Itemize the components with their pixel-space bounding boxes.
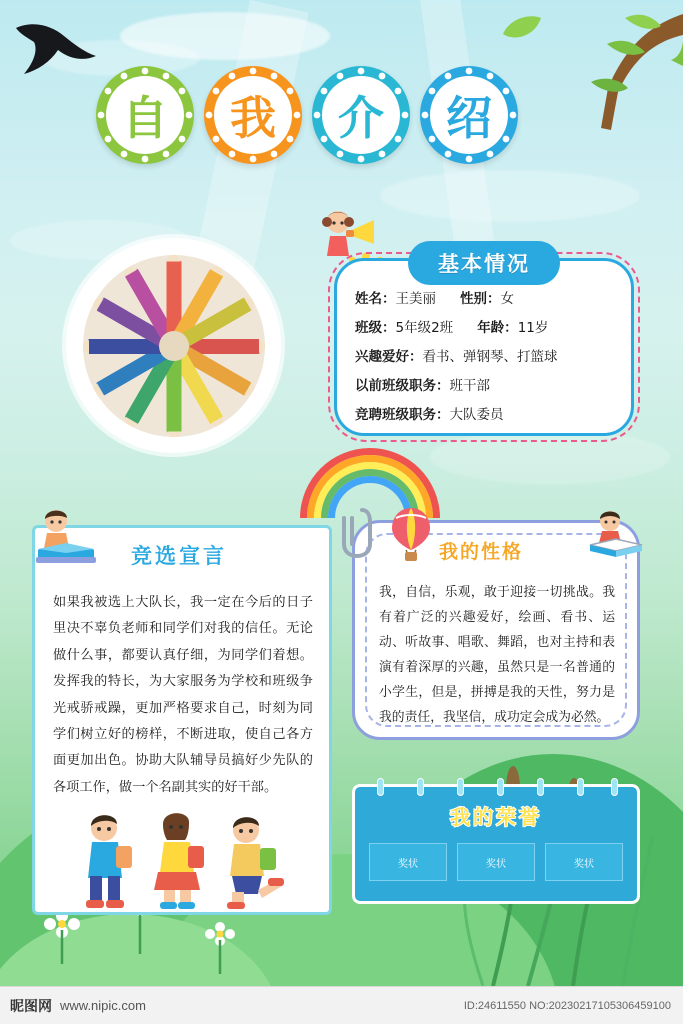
title-char: 介 xyxy=(338,91,384,145)
info-row xyxy=(355,374,615,394)
dot-ring-icon xyxy=(420,66,518,164)
cloud-decoration xyxy=(430,430,670,484)
info-value: 班干部 xyxy=(449,378,490,394)
title-char: 绍 xyxy=(446,91,492,145)
cloud-decoration xyxy=(380,170,640,222)
girl-book-icon xyxy=(588,505,644,557)
title-bubble-4 xyxy=(420,66,518,164)
info-value: 王美丽 xyxy=(395,291,436,307)
title-char: 自 xyxy=(122,91,168,145)
info-label: 竞聘班级职务： xyxy=(355,407,450,423)
footer-bar xyxy=(0,986,683,1024)
honor-slot-list xyxy=(369,843,623,881)
declaration-body: 如果我被选上大队长，我一定在今后的日子里决不辜负老师和同学们对我的信任。无论做什么事，都要认真仔细，为同学们着想。发挥我的特长，为大家服务为学校和班级争光戒骄戒躁，更加严格要求自己，时刻为同学们树立好的榜样，不断进取，使自己各方面更加出色。协助大队辅导员搞好少先队的各项工作，做一个名副其实的好干部。 xyxy=(53,595,313,795)
info-value: 看书、弹钢琴、打篮球 xyxy=(422,349,558,365)
title-char: 我 xyxy=(230,91,276,145)
photo-frame xyxy=(66,238,281,453)
info-label: 以前班级职务： xyxy=(355,378,450,394)
honor-slot[interactable]: 奖状 xyxy=(545,843,623,881)
personality-title: 我的性格 xyxy=(439,541,524,563)
info-label: 姓名： xyxy=(355,291,396,307)
basic-info-card xyxy=(334,252,634,436)
personality-body: 我，自信，乐观，敢于迎接一切挑战。我有着广泛的兴趣爱好，绘画、看书、运动、听故事、唱歌、舞蹈，也对主持和表演有着深厚的兴趣，虽然只是一名普通的小学生，但是，拼搏是我的天性，努力是我的责任，我坚信，成功定会成为必然。 xyxy=(379,585,615,725)
declaration-title: 竞选宣言 xyxy=(131,544,227,568)
falling-leaf-icon xyxy=(499,12,543,46)
dot-ring-icon xyxy=(96,66,194,164)
swallow-icon xyxy=(12,18,98,84)
honor-title: 我的荣誉 xyxy=(450,805,542,829)
girl-megaphone-icon xyxy=(318,206,388,262)
info-row xyxy=(355,403,615,423)
honor-card xyxy=(352,784,640,904)
page-title xyxy=(96,66,518,164)
title-bubble-1 xyxy=(96,66,194,164)
info-label: 年龄： xyxy=(477,320,518,336)
info-value: 11岁 xyxy=(517,320,549,336)
honor-slot[interactable]: 奖状 xyxy=(457,843,535,881)
paperclip-icon xyxy=(340,500,374,560)
tree-icon xyxy=(533,0,683,175)
info-label: 班级： xyxy=(355,320,396,336)
dot-ring-icon xyxy=(204,66,302,164)
info-value: 大队委员 xyxy=(449,407,504,423)
honor-slot[interactable]: 奖状 xyxy=(369,843,447,881)
site-logo: 昵图网 xyxy=(10,998,52,1015)
boy-reading-icon xyxy=(32,505,100,567)
image-id-text: ID:24611550 NO:20230217105306459100 xyxy=(463,999,671,1012)
info-row xyxy=(355,345,615,365)
site-url: www.nipic.com xyxy=(60,998,146,1013)
info-label: 兴趣爱好： xyxy=(355,349,423,365)
kids-running-icon xyxy=(72,806,287,914)
basic-info-title: 基本情况 xyxy=(408,241,560,285)
info-value: 女 xyxy=(500,291,514,307)
info-label: 性别： xyxy=(460,291,501,307)
info-row xyxy=(355,287,615,307)
info-row xyxy=(355,316,615,336)
dot-ring-icon xyxy=(312,66,410,164)
title-bubble-3 xyxy=(312,66,410,164)
pencils-photo xyxy=(83,255,265,437)
info-value: 5年级2班 xyxy=(395,320,454,336)
title-bubble-2 xyxy=(204,66,302,164)
hot-air-balloon-icon xyxy=(390,506,432,564)
